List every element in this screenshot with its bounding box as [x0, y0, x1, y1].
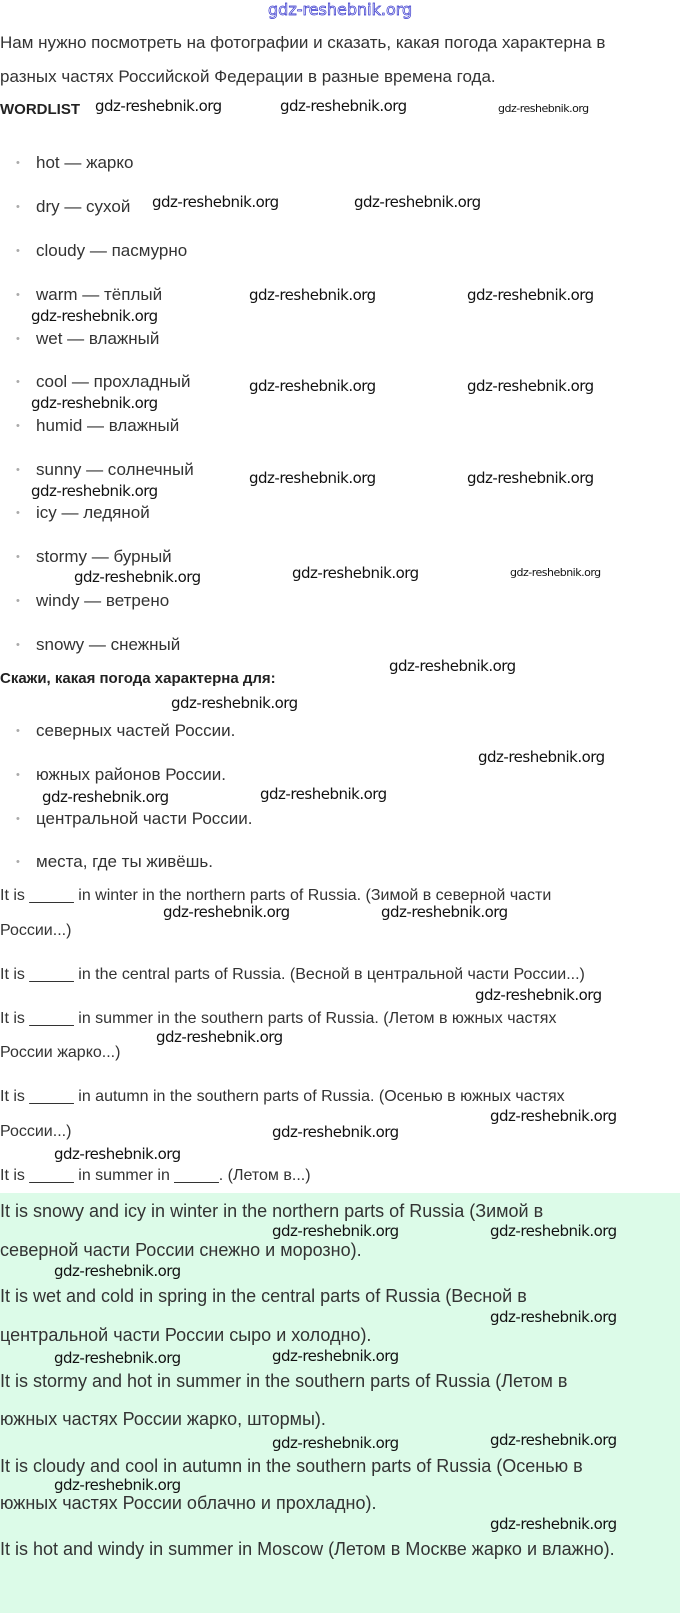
- watermark: gdz-reshebnik.org: [490, 1515, 617, 1533]
- answer-line: южных частях России облачно и прохладно).: [0, 1493, 377, 1513]
- answer-line: It is snowy and icy in winter in the northern parts of Russia (Зимой в: [0, 1201, 544, 1221]
- list-item: • stormy — бурный: [16, 547, 172, 567]
- list-item: • места, где ты живёшь.: [16, 852, 213, 872]
- watermark: gdz-reshebnik.org: [272, 1347, 399, 1365]
- watermark: gdz-reshebnik.org: [490, 1107, 617, 1125]
- watermark: gdz-reshebnik.org: [475, 986, 602, 1004]
- watermark: gdz-reshebnik.org: [31, 394, 158, 412]
- prompt-line: России...): [0, 922, 72, 939]
- watermark: gdz-reshebnik.org: [354, 193, 481, 211]
- prompt-line: России...): [0, 1123, 72, 1140]
- watermark: gdz-reshebnik.org: [510, 566, 601, 579]
- watermark: gdz-reshebnik.org: [31, 482, 158, 500]
- list-item: • sunny — солнечный: [16, 460, 194, 480]
- list-item: • cloudy — пасмурно: [16, 241, 187, 261]
- watermark: gdz-reshebnik.org: [389, 657, 516, 675]
- watermark: gdz-reshebnik.org: [163, 903, 290, 921]
- task-heading: Скажи, какая погода характерна для:: [0, 670, 276, 687]
- watermark: gdz-reshebnik.org: [272, 1434, 399, 1452]
- list-item: • wet — влажный: [16, 329, 159, 349]
- prompt-line: России жарко...): [0, 1044, 121, 1061]
- watermark: gdz-reshebnik.org: [95, 97, 222, 115]
- watermark: gdz-reshebnik.org: [54, 1476, 181, 1494]
- watermark: gdz-reshebnik.org: [54, 1145, 181, 1163]
- watermark: gdz-reshebnik.org: [54, 1349, 181, 1367]
- answer-line: It is cloudy and cool in autumn in the southern parts of Russia (Осенью в: [0, 1456, 583, 1476]
- list-item: • icy — ледяной: [16, 503, 150, 523]
- list-item: • cool — прохладный: [16, 372, 190, 392]
- answer-line: It is wet and cold in spring in the central parts of Russia (Весной в: [0, 1286, 527, 1306]
- watermark: gdz-reshebnik.org: [156, 1028, 283, 1046]
- watermark: gdz-reshebnik.org: [171, 694, 298, 712]
- prompt-line: It is _____ in the central parts of Russia. (Весной в центральной части России...): [0, 966, 585, 983]
- watermark: gdz-reshebnik.org: [272, 1123, 399, 1141]
- watermark: gdz-reshebnik.org: [490, 1431, 617, 1449]
- watermark: gdz-reshebnik.org: [478, 748, 605, 766]
- list-item: • warm — тёплый: [16, 285, 162, 305]
- watermark: gdz-reshebnik.org: [292, 564, 419, 582]
- watermark: gdz-reshebnik.org: [280, 97, 407, 115]
- watermark: gdz-reshebnik.org: [249, 286, 376, 304]
- list-item: • snowy — снежный: [16, 635, 180, 655]
- answer-line: It is hot and windy in summer in Moscow (Летом в Москве жарко и влажно).: [0, 1539, 615, 1559]
- watermark: gdz-reshebnik.org: [490, 1308, 617, 1326]
- prompt-line: It is _____ in summer in the southern parts of Russia. (Летом в южных частях: [0, 1010, 557, 1027]
- answer-line: северной части России снежно и морозно).: [0, 1240, 362, 1260]
- prompt-line: It is _____ in summer in _____. (Летом в...): [0, 1167, 311, 1184]
- watermark: gdz-reshebnik.org: [467, 469, 594, 487]
- answer-line: It is stormy and hot in summer in the southern parts of Russia (Летом в: [0, 1371, 568, 1391]
- intro-line: Нам нужно посмотреть на фотографии и сказать, какая погода характерна в: [0, 33, 606, 52]
- list-item: • dry — сухой: [16, 197, 130, 217]
- answer-line: центральной части России сыро и холодно).: [0, 1325, 372, 1345]
- watermark: gdz-reshebnik.org: [31, 307, 158, 325]
- list-item: • hot — жарко: [16, 153, 133, 173]
- watermark: gdz-reshebnik.org: [249, 469, 376, 487]
- prompt-line: It is _____ in winter in the northern parts of Russia. (Зимой в северной части: [0, 887, 552, 904]
- wordlist-heading: WORDLIST: [0, 101, 80, 118]
- list-item: • северных частей России.: [16, 721, 235, 741]
- list-item: • южных районов России.: [16, 765, 226, 785]
- watermark: gdz-reshebnik.org: [467, 377, 594, 395]
- list-item: • humid — влажный: [16, 416, 179, 436]
- answer-line: южных частях России жарко, штормы).: [0, 1409, 326, 1429]
- watermark: gdz-reshebnik.org: [260, 785, 387, 803]
- watermark: gdz-reshebnik.org: [74, 568, 201, 586]
- watermark: gdz-reshebnik.org: [490, 1222, 617, 1240]
- watermark: gdz-reshebnik.org: [272, 1222, 399, 1240]
- site-logo: gdz-reshebnik.org: [268, 0, 413, 19]
- watermark: gdz-reshebnik.org: [381, 903, 508, 921]
- watermark: gdz-reshebnik.org: [42, 788, 169, 806]
- watermark: gdz-reshebnik.org: [54, 1262, 181, 1280]
- list-item: • центральной части России.: [16, 809, 253, 829]
- watermark: gdz-reshebnik.org: [498, 102, 589, 115]
- watermark: gdz-reshebnik.org: [152, 193, 279, 211]
- watermark: gdz-reshebnik.org: [467, 286, 594, 304]
- prompt-line: It is _____ in autumn in the southern parts of Russia. (Осенью в южных частях: [0, 1088, 565, 1105]
- watermark: gdz-reshebnik.org: [249, 377, 376, 395]
- intro-line: разных частях Российской Федерации в разные времена года.: [0, 67, 496, 86]
- list-item: • windy — ветрено: [16, 591, 169, 611]
